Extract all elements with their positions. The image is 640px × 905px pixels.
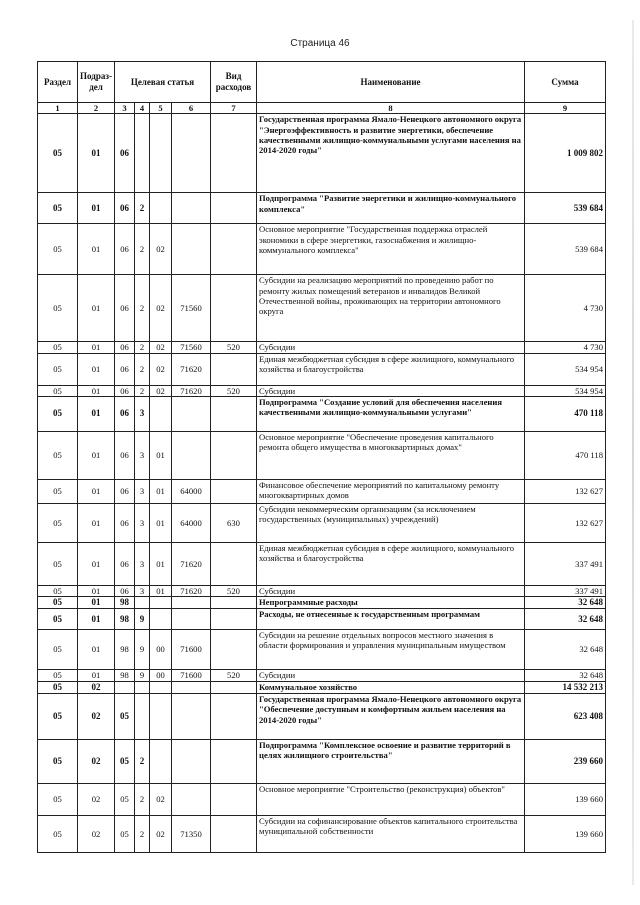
target-event-cell <box>150 597 172 609</box>
name-cell: Субсидии <box>257 385 525 396</box>
sum-cell: 32 648 <box>525 670 606 682</box>
target-program-cell: 06 <box>115 396 135 431</box>
name-cell: Основное мероприятие "Обеспечение проведения капитального ремонта общего имущества в многоквартирных домах" <box>257 431 525 479</box>
podrazdel-cell: 01 <box>78 193 115 224</box>
target-program-cell <box>115 682 135 694</box>
expense-type-cell <box>211 694 257 740</box>
target-program-cell: 98 <box>115 630 135 670</box>
sum-cell: 32 648 <box>525 597 606 609</box>
target-direction-cell: 71620 <box>172 353 211 385</box>
razdel-cell: 05 <box>38 193 78 224</box>
table-row <box>38 385 606 396</box>
table-row <box>38 193 606 224</box>
target-direction-cell: 71620 <box>172 585 211 596</box>
razdel-cell: 05 <box>38 585 78 596</box>
expense-type-cell: 630 <box>211 503 257 542</box>
name-cell: Единая межбюджетная субсидия в сфере жилищного, коммунального хозяйства и благоустройства <box>257 542 525 585</box>
podrazdel-cell: 01 <box>78 353 115 385</box>
target-direction-cell <box>172 682 211 694</box>
col-num: 9 <box>525 103 606 114</box>
target-event-cell: 01 <box>150 431 172 479</box>
header-sum: Сумма <box>525 62 606 103</box>
header-target: Целевая статья <box>115 62 211 103</box>
podrazdel-cell: 01 <box>78 385 115 396</box>
table-row <box>38 694 606 740</box>
target-program-cell: 98 <box>115 609 135 630</box>
expense-type-cell: 520 <box>211 585 257 596</box>
target-event-cell <box>150 682 172 694</box>
name-cell: Государственная программа Ямало-Ненецкого автономного округа "Обеспечение доступным и комфортным жильем населения на 2014-2020 годы" <box>257 694 525 740</box>
page-number: Страница 46 <box>290 38 350 49</box>
sum-cell: 14 532 213 <box>525 682 606 694</box>
razdel-cell: 05 <box>38 694 78 740</box>
expense-type-cell <box>211 609 257 630</box>
target-subprogram-cell: 2 <box>135 193 150 224</box>
razdel-cell: 05 <box>38 224 78 275</box>
podrazdel-cell: 02 <box>78 816 115 853</box>
razdel-cell: 05 <box>38 682 78 694</box>
target-program-cell: 05 <box>115 784 135 816</box>
expense-type-cell <box>211 275 257 342</box>
podrazdel-cell: 02 <box>78 740 115 784</box>
target-subprogram-cell: 2 <box>135 816 150 853</box>
razdel-cell: 05 <box>38 431 78 479</box>
target-direction-cell <box>172 193 211 224</box>
target-subprogram-cell: 3 <box>135 542 150 585</box>
target-event-cell: 02 <box>150 224 172 275</box>
expense-type-cell <box>211 597 257 609</box>
razdel-cell: 05 <box>38 670 78 682</box>
target-direction-cell <box>172 396 211 431</box>
target-event-cell: 02 <box>150 342 172 353</box>
table-row <box>38 784 606 816</box>
name-cell: Субсидии <box>257 670 525 682</box>
target-direction-cell: 71600 <box>172 630 211 670</box>
table-row <box>38 275 606 342</box>
name-cell: Подпрограмма "Комплексное освоение и развитие территорий в целях жилищного строительства" <box>257 740 525 784</box>
table-row <box>38 503 606 542</box>
column-number-row <box>38 103 606 114</box>
target-event-cell: 01 <box>150 479 172 503</box>
target-event-cell: 01 <box>150 542 172 585</box>
target-program-cell: 06 <box>115 503 135 542</box>
target-direction-cell: 71350 <box>172 816 211 853</box>
table-row <box>38 597 606 609</box>
podrazdel-cell: 01 <box>78 542 115 585</box>
name-cell: Субсидии на решение отдельных вопросов местного значения в области формирования и управления муниципальным имуществом <box>257 630 525 670</box>
target-subprogram-cell: 2 <box>135 385 150 396</box>
name-cell: Субсидии некоммерческим организациям (за исключением государственных (муниципальных) учреждений) <box>257 503 525 542</box>
target-program-cell: 06 <box>115 542 135 585</box>
expense-type-cell <box>211 816 257 853</box>
target-subprogram-cell: 3 <box>135 396 150 431</box>
podrazdel-cell: 01 <box>78 597 115 609</box>
expense-type-cell <box>211 353 257 385</box>
target-program-cell: 05 <box>115 694 135 740</box>
target-event-cell: 00 <box>150 630 172 670</box>
table-row <box>38 609 606 630</box>
target-direction-cell: 71620 <box>172 385 211 396</box>
sum-cell: 623 408 <box>525 694 606 740</box>
podrazdel-cell: 01 <box>78 479 115 503</box>
target-subprogram-cell <box>135 682 150 694</box>
sum-cell: 539 684 <box>525 193 606 224</box>
target-event-cell: 02 <box>150 816 172 853</box>
header-razdel: Раздел <box>38 62 78 103</box>
target-direction-cell <box>172 114 211 193</box>
table-row <box>38 342 606 353</box>
podrazdel-cell: 02 <box>78 682 115 694</box>
target-subprogram-cell: 3 <box>135 431 150 479</box>
podrazdel-cell: 01 <box>78 670 115 682</box>
target-subprogram-cell: 2 <box>135 275 150 342</box>
target-event-cell: 02 <box>150 275 172 342</box>
expense-type-cell <box>211 479 257 503</box>
col-num: 8 <box>257 103 525 114</box>
target-program-cell: 98 <box>115 670 135 682</box>
target-program-cell: 05 <box>115 816 135 853</box>
target-direction-cell: 64000 <box>172 479 211 503</box>
target-event-cell <box>150 396 172 431</box>
target-direction-cell: 71560 <box>172 275 211 342</box>
target-subprogram-cell: 9 <box>135 670 150 682</box>
sum-cell: 32 648 <box>525 609 606 630</box>
name-cell: Коммунальное хозяйство <box>257 682 525 694</box>
target-program-cell: 06 <box>115 114 135 193</box>
sum-cell: 4 730 <box>525 342 606 353</box>
table-row <box>38 542 606 585</box>
name-cell: Субсидии <box>257 585 525 596</box>
podrazdel-cell: 01 <box>78 396 115 431</box>
expense-type-cell <box>211 784 257 816</box>
razdel-cell: 05 <box>38 542 78 585</box>
sum-cell: 1 009 802 <box>525 114 606 193</box>
sum-cell: 139 660 <box>525 816 606 853</box>
col-num: 4 <box>135 103 150 114</box>
col-num: 7 <box>211 103 257 114</box>
sum-cell: 139 660 <box>525 784 606 816</box>
sum-cell: 337 491 <box>525 585 606 596</box>
target-subprogram-cell: 9 <box>135 609 150 630</box>
podrazdel-cell: 01 <box>78 503 115 542</box>
name-cell: Подпрограмма "Развитие энергетики и жилищно-коммунального комплекса" <box>257 193 525 224</box>
podrazdel-cell: 01 <box>78 630 115 670</box>
table-row <box>38 224 606 275</box>
target-subprogram-cell: 2 <box>135 224 150 275</box>
header-podrazdel: Подраз-дел <box>78 62 115 103</box>
target-subprogram-cell: 2 <box>135 342 150 353</box>
target-event-cell: 02 <box>150 784 172 816</box>
expense-type-cell <box>211 542 257 585</box>
razdel-cell: 05 <box>38 503 78 542</box>
target-subprogram-cell <box>135 597 150 609</box>
target-direction-cell <box>172 740 211 784</box>
sum-cell: 534 954 <box>525 353 606 385</box>
podrazdel-cell: 02 <box>78 694 115 740</box>
podrazdel-cell: 01 <box>78 431 115 479</box>
sum-cell: 337 491 <box>525 542 606 585</box>
expense-type-cell: 520 <box>211 385 257 396</box>
sum-cell: 4 730 <box>525 275 606 342</box>
expense-type-cell <box>211 396 257 431</box>
target-direction-cell: 71600 <box>172 670 211 682</box>
target-event-cell: 02 <box>150 353 172 385</box>
header-vid: Вид расходов <box>211 62 257 103</box>
podrazdel-cell: 01 <box>78 114 115 193</box>
podrazdel-cell: 01 <box>78 585 115 596</box>
target-direction-cell <box>172 784 211 816</box>
target-subprogram-cell: 2 <box>135 353 150 385</box>
target-event-cell: 01 <box>150 503 172 542</box>
table-row <box>38 630 606 670</box>
sum-cell: 470 118 <box>525 431 606 479</box>
target-event-cell <box>150 740 172 784</box>
target-program-cell: 06 <box>115 585 135 596</box>
razdel-cell: 05 <box>38 275 78 342</box>
razdel-cell: 05 <box>38 385 78 396</box>
header-row <box>38 62 606 103</box>
razdel-cell: 05 <box>38 816 78 853</box>
name-cell: Основное мероприятие "Государственная поддержка отраслей экономики в сфере энергетики, газоснабжения и жилищно-коммунального комплекса" <box>257 224 525 275</box>
expense-type-cell <box>211 193 257 224</box>
name-cell: Субсидии <box>257 342 525 353</box>
sum-cell: 534 954 <box>525 385 606 396</box>
target-program-cell: 06 <box>115 224 135 275</box>
name-cell: Подпрограмма "Создание условий для обеспечения населения качественными жилищно-коммунальными услугами" <box>257 396 525 431</box>
name-cell: Государственная программа Ямало-Ненецкого автономного округа "Энергоэффективность и развитие энергетики, обеспечение качественными жилищно-коммунальными услугами населения на 2014-2020 годы" <box>257 114 525 193</box>
expense-type-cell <box>211 630 257 670</box>
target-program-cell: 06 <box>115 342 135 353</box>
col-num: 3 <box>115 103 135 114</box>
expense-type-cell: 520 <box>211 342 257 353</box>
target-program-cell: 05 <box>115 740 135 784</box>
sum-cell: 470 118 <box>525 396 606 431</box>
target-subprogram-cell <box>135 114 150 193</box>
target-program-cell: 98 <box>115 597 135 609</box>
podrazdel-cell: 01 <box>78 275 115 342</box>
razdel-cell: 05 <box>38 784 78 816</box>
target-subprogram-cell: 9 <box>135 630 150 670</box>
target-direction-cell: 71620 <box>172 542 211 585</box>
sum-cell: 32 648 <box>525 630 606 670</box>
razdel-cell: 05 <box>38 609 78 630</box>
razdel-cell: 05 <box>38 597 78 609</box>
col-num: 5 <box>150 103 172 114</box>
target-direction-cell <box>172 694 211 740</box>
name-cell: Субсидии на реализацию мероприятий по проведению работ по ремонту жилых помещений ветеранов и инвалидов Великой Отечественной войны, проживающих на территории автономного округа <box>257 275 525 342</box>
target-program-cell: 06 <box>115 353 135 385</box>
target-program-cell: 06 <box>115 275 135 342</box>
expense-type-cell: 520 <box>211 670 257 682</box>
sum-cell: 132 627 <box>525 503 606 542</box>
razdel-cell: 05 <box>38 353 78 385</box>
podrazdel-cell: 01 <box>78 609 115 630</box>
razdel-cell: 05 <box>38 740 78 784</box>
expense-type-cell <box>211 682 257 694</box>
expense-type-cell <box>211 431 257 479</box>
target-subprogram-cell: 3 <box>135 503 150 542</box>
table-row <box>38 353 606 385</box>
table-row <box>38 682 606 694</box>
sum-cell: 239 660 <box>525 740 606 784</box>
table-row <box>38 479 606 503</box>
target-subprogram-cell <box>135 694 150 740</box>
table-row <box>38 431 606 479</box>
sum-cell: 539 684 <box>525 224 606 275</box>
razdel-cell: 05 <box>38 479 78 503</box>
target-program-cell: 06 <box>115 385 135 396</box>
target-event-cell: 01 <box>150 585 172 596</box>
name-cell: Основное мероприятие "Строительство (реконструкция) объектов" <box>257 784 525 816</box>
podrazdel-cell: 02 <box>78 784 115 816</box>
budget-table <box>37 61 606 853</box>
col-num: 2 <box>78 103 115 114</box>
podrazdel-cell: 01 <box>78 342 115 353</box>
expense-type-cell <box>211 114 257 193</box>
name-cell: Субсидии на софинансирование объектов капитального строительства муниципальной собственности <box>257 816 525 853</box>
target-event-cell: 00 <box>150 670 172 682</box>
razdel-cell: 05 <box>38 396 78 431</box>
target-subprogram-cell: 2 <box>135 784 150 816</box>
name-cell: Единая межбюджетная субсидия в сфере жилищного, коммунального хозяйства и благоустройства <box>257 353 525 385</box>
expense-type-cell <box>211 224 257 275</box>
target-subprogram-cell: 3 <box>135 479 150 503</box>
target-direction-cell <box>172 431 211 479</box>
target-program-cell: 06 <box>115 479 135 503</box>
target-event-cell <box>150 193 172 224</box>
col-num: 6 <box>172 103 211 114</box>
target-direction-cell: 71560 <box>172 342 211 353</box>
podrazdel-cell: 01 <box>78 224 115 275</box>
target-direction-cell <box>172 597 211 609</box>
target-direction-cell: 64000 <box>172 503 211 542</box>
col-num: 1 <box>38 103 78 114</box>
target-event-cell <box>150 609 172 630</box>
target-event-cell: 02 <box>150 385 172 396</box>
target-direction-cell <box>172 224 211 275</box>
table-row <box>38 740 606 784</box>
sum-cell: 132 627 <box>525 479 606 503</box>
table-row <box>38 816 606 853</box>
razdel-cell: 05 <box>38 114 78 193</box>
table-row <box>38 114 606 193</box>
table-row <box>38 585 606 596</box>
target-program-cell: 06 <box>115 193 135 224</box>
expense-type-cell <box>211 740 257 784</box>
name-cell: Расходы, не отнесенные к государственным программам <box>257 609 525 630</box>
name-cell: Непрограммные расходы <box>257 597 525 609</box>
scan-edge <box>632 20 634 885</box>
target-direction-cell <box>172 609 211 630</box>
table-row <box>38 670 606 682</box>
target-subprogram-cell: 3 <box>135 585 150 596</box>
razdel-cell: 05 <box>38 342 78 353</box>
name-cell: Финансовое обеспечение мероприятий по капитальному ремонту многоквартирных домов <box>257 479 525 503</box>
target-subprogram-cell: 2 <box>135 740 150 784</box>
target-event-cell <box>150 694 172 740</box>
table-row <box>38 396 606 431</box>
target-program-cell: 06 <box>115 431 135 479</box>
target-event-cell <box>150 114 172 193</box>
razdel-cell: 05 <box>38 630 78 670</box>
header-name: Наименование <box>257 62 525 103</box>
